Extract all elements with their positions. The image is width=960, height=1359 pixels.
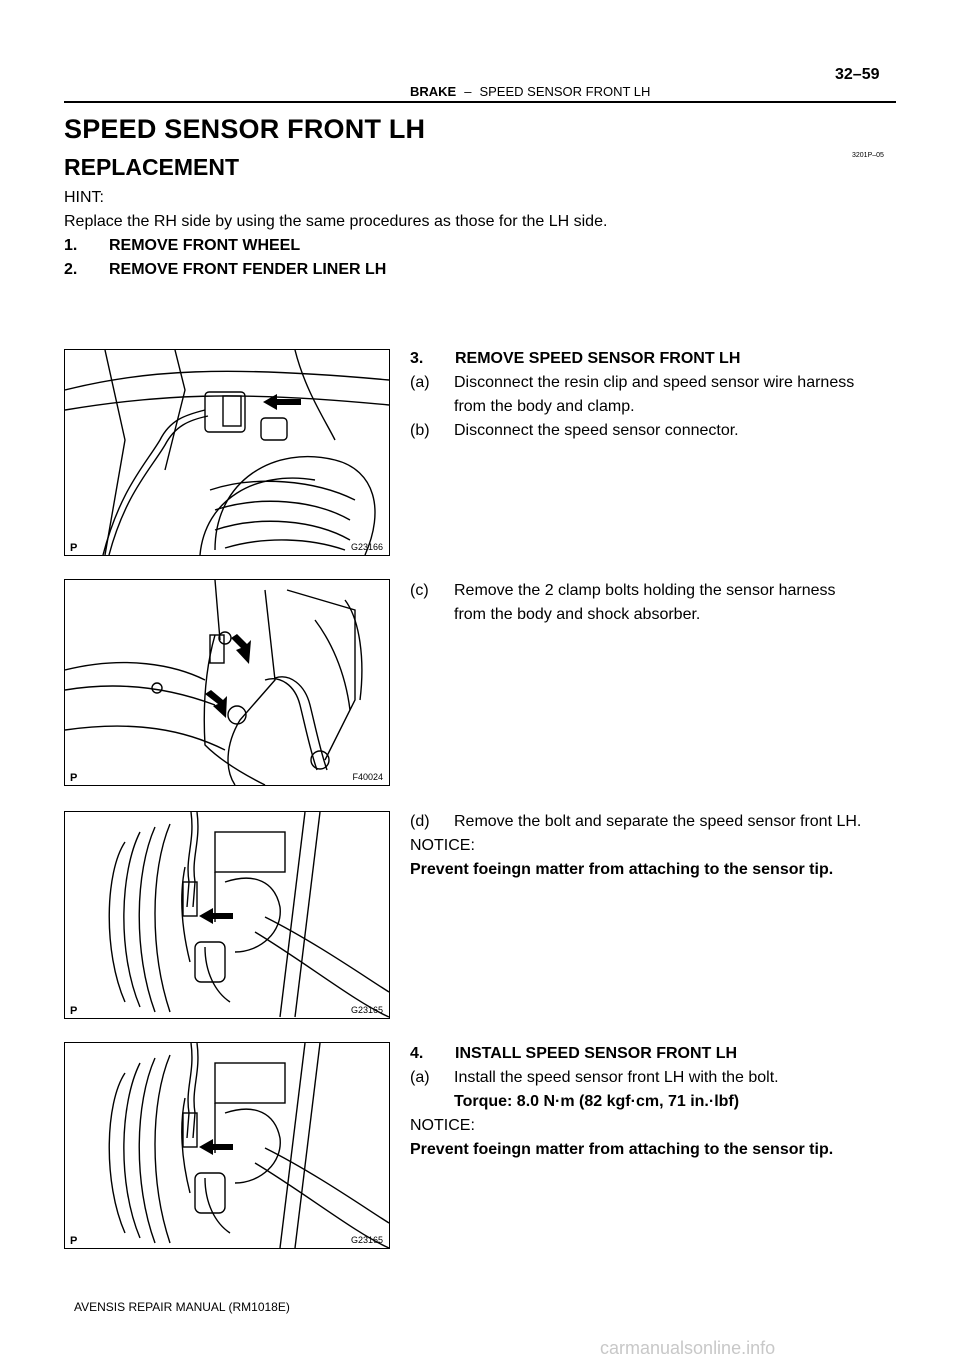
step-3d bbox=[410, 810, 861, 834]
step-3d-label: (d) bbox=[410, 813, 430, 830]
step-4-title: INSTALL SPEED SENSOR FRONT LH bbox=[455, 1045, 738, 1062]
step-1-text: REMOVE FRONT WHEEL bbox=[109, 237, 301, 254]
arrow-icon bbox=[199, 1139, 233, 1155]
section-title: REPLACEMENT bbox=[64, 154, 240, 180]
footer-manual-name: AVENSIS REPAIR MANUAL (RM1018E) bbox=[74, 1300, 290, 1314]
figure-id: G23166 bbox=[350, 542, 383, 552]
arrow-icon bbox=[199, 908, 233, 924]
step-3c-line1: Remove the 2 clamp bolts holding the sensor harness bbox=[454, 582, 836, 599]
step-2-number: 2. bbox=[64, 261, 78, 278]
step-2 bbox=[64, 258, 386, 282]
step-3-title: REMOVE SPEED SENSOR FRONT LH bbox=[455, 350, 741, 367]
figure-clamp-bolts bbox=[64, 579, 390, 786]
step-1 bbox=[64, 234, 300, 258]
step-3b-label: (b) bbox=[410, 422, 430, 439]
step-4a bbox=[410, 1066, 779, 1090]
figure-p-mark: P bbox=[70, 542, 78, 554]
document-code: 3201P–05 bbox=[852, 152, 884, 159]
figure-id: G23165 bbox=[350, 1235, 383, 1245]
page-number: 32–59 bbox=[835, 66, 880, 83]
step-4a-text: Install the speed sensor front LH with the bolt. bbox=[454, 1069, 779, 1086]
header-subsection: SPEED SENSOR FRONT LH bbox=[479, 84, 651, 99]
notice-label: NOTICE: bbox=[410, 1117, 475, 1134]
notice-text: Prevent foeingn matter from attaching to the sensor tip. bbox=[410, 1141, 834, 1158]
step-3b bbox=[410, 419, 739, 443]
arrow-icon bbox=[231, 634, 251, 664]
hint-text: Replace the RH side by using the same procedures as those for the LH side. bbox=[64, 213, 608, 230]
header-section: BRAKE bbox=[410, 84, 457, 99]
step-4a-label: (a) bbox=[410, 1069, 430, 1086]
notice-text: Prevent foeingn matter from attaching to the sensor tip. bbox=[410, 861, 834, 878]
step-4 bbox=[410, 1042, 737, 1066]
figure-install-sensor-drawing bbox=[65, 1043, 389, 1248]
step-3 bbox=[410, 347, 740, 371]
figure-sensor-bolt-drawing bbox=[65, 812, 389, 1018]
torque-spec: Torque: 8.0 N·m (82 kgf·cm, 71 in.·lbf) bbox=[454, 1093, 740, 1110]
figure-connector bbox=[64, 349, 390, 556]
step-3a-line1: Disconnect the resin clip and speed sensor wire harness bbox=[454, 374, 855, 391]
notice-label: NOTICE: bbox=[410, 837, 475, 854]
arrow-icon bbox=[205, 690, 227, 718]
figure-p-mark: P bbox=[70, 1005, 78, 1017]
step-3a-line2: from the body and clamp. bbox=[454, 398, 635, 415]
step-3c bbox=[410, 579, 836, 603]
step-3c-line2: from the body and shock absorber. bbox=[454, 606, 701, 623]
step-3c-label: (c) bbox=[410, 582, 429, 599]
step-3d-text: Remove the bolt and separate the speed sensor front LH. bbox=[454, 813, 862, 830]
header-dash: – bbox=[464, 84, 472, 99]
figure-sensor-bolt bbox=[64, 811, 390, 1019]
step-3a bbox=[410, 371, 854, 395]
step-4-number: 4. bbox=[410, 1045, 424, 1062]
figure-clamp-bolts-drawing bbox=[65, 580, 389, 785]
step-3a-label: (a) bbox=[410, 374, 430, 391]
watermark: carmanualsonline.info bbox=[600, 1338, 776, 1358]
figure-p-mark: P bbox=[70, 1235, 78, 1247]
figure-p-mark: P bbox=[70, 772, 78, 784]
hint-label: HINT: bbox=[64, 189, 104, 206]
step-1-number: 1. bbox=[64, 237, 78, 254]
figure-id: G23165 bbox=[350, 1005, 383, 1015]
header-rule bbox=[64, 101, 896, 103]
page-title: SPEED SENSOR FRONT LH bbox=[64, 114, 426, 144]
step-3b-text: Disconnect the speed sensor connector. bbox=[454, 422, 739, 439]
figure-connector-drawing bbox=[65, 350, 389, 555]
step-2-text: REMOVE FRONT FENDER LINER LH bbox=[109, 261, 387, 278]
step-3-number: 3. bbox=[410, 350, 424, 367]
figure-id: F40024 bbox=[352, 772, 383, 782]
figure-install-sensor bbox=[64, 1042, 390, 1249]
running-header bbox=[410, 84, 650, 99]
